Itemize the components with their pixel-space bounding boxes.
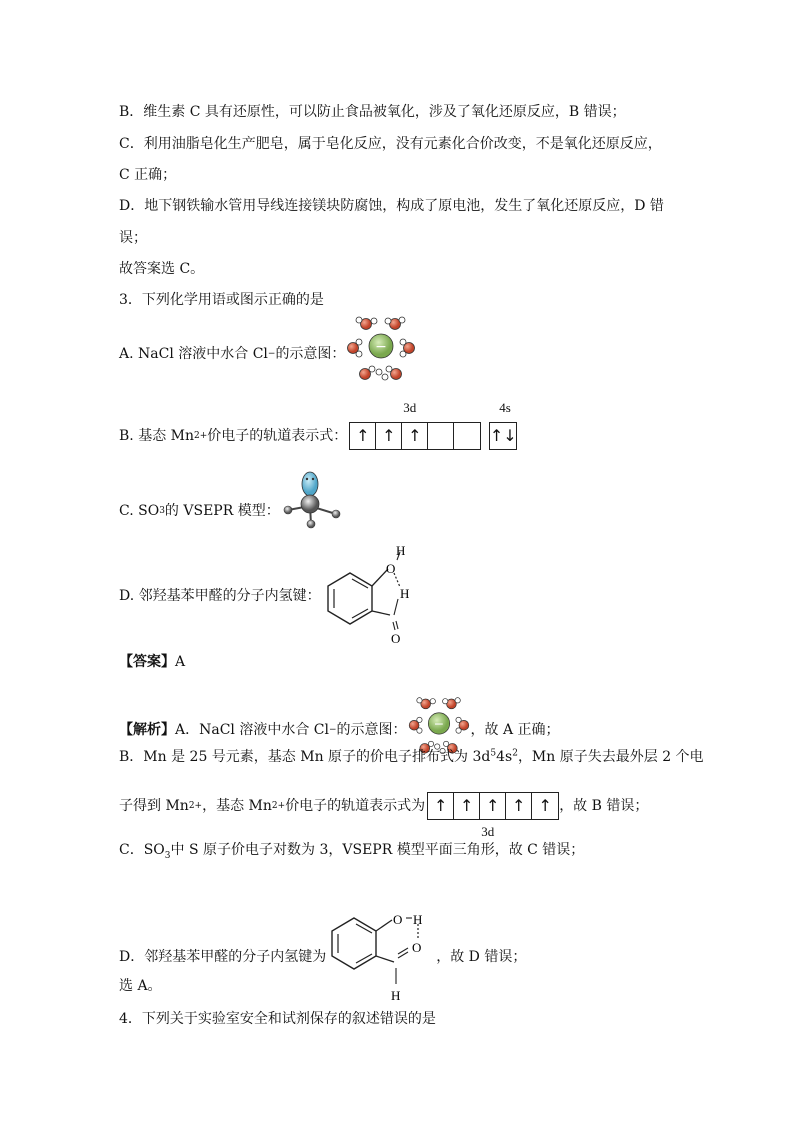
line-b-prev: B．维生素 C 具有还原性，可以防止食品被氧化，涉及了氧化还原反应，B 错误； [119,104,626,120]
option-b-text: B. 基态 Mn [119,428,194,444]
analysis-a-text: A．NaCl 溶液中水合 Cl [175,722,329,738]
orbital-box: ↑ [480,793,506,819]
sulfur-atom [301,495,319,513]
question-3-stem: 3．下列化学用语或图示正确的是 [119,292,324,308]
svg-text:H: H [413,912,423,927]
answer-line [119,652,185,672]
so3-subscript: 3 [164,850,171,861]
orbital-diagram-answer [427,792,559,839]
svg-text:H: H [400,586,410,601]
analysis-b-2-suffix: ，故 B 错误； [559,798,649,814]
svg-text:O: O [393,912,403,927]
analysis-c-suffix: 中 S 原子价电子对数为 3，VSEPR 模型平面三角形，故 C 错误； [170,842,585,858]
question-3-option-d: D. 邻羟基苯甲醛的分子内氢键： [119,588,321,604]
orbital-box: ↑ [376,423,402,449]
orbital-box: ↑ [350,423,376,449]
option-c-text-suffix: 的 VSEPR 模型： [164,503,280,519]
line-conclusion-prev: 故答案选 C。 [119,261,205,277]
orbital-diagram-question [349,400,517,450]
orbital-box: ↑ [402,423,428,449]
line-d-prev-2: 误； [119,230,147,246]
analysis-d [119,908,526,1006]
question-4-stem: 4．下列关于实验室安全和试剂保存的叙述错误的是 [119,1011,436,1027]
question-3-option-b: B. 基态 Mn 2+ 价电子的轨道表示式： 3d 4s ↑ ↑ ↑ ↑↓ [119,422,517,450]
analysis-a-suffix: ，故 A 正确； [470,722,560,738]
line-c-prev-2: C 正确； [119,167,177,183]
analysis-c-text: C．SO [119,842,165,858]
hydrated-chloride-diagram [345,314,417,386]
option-b-text-suffix: 价电子的轨道表示式： [207,428,348,444]
orbital-box: ↑↓ [489,426,517,445]
analysis-b-2-mid2: 价电子的轨道表示式为 [285,798,426,814]
analysis-c [119,840,584,860]
analysis-b-1 [119,747,704,767]
orbital-4s-boxes [489,422,517,450]
sup-2: 2 [512,748,518,759]
answer-value: A [175,654,186,670]
label-3d-answer: 3d [481,824,495,839]
svg-text:−: − [433,715,444,731]
orbital-box [428,423,454,449]
svg-text:O: O [391,631,401,646]
svg-text:O: O [386,561,396,576]
analysis-b-1-mid: 4s [496,749,513,765]
analysis-d-suffix: ，故 D 错误； [436,949,527,965]
chloride-ion-charge: − [375,339,388,355]
svg-text:H: H [391,988,401,1003]
analysis-b-2-text: 子得到 Mn [119,798,189,814]
label-3d: 3d [403,400,417,415]
option-a-text-suffix: 的示意图： [275,346,346,362]
svg-text:O: O [412,940,422,955]
question-3-option-a: A. NaCl 溶液中水合 Cl − 的示意图： − [119,322,417,386]
final-answer-line: 选 A。 [119,978,162,994]
analysis-label: 【解析】 [119,722,175,738]
line-d-prev-1: D．地下钢铁输水管用导线连接镁块防腐蚀，构成了原电池，发生了氧化还原反应，D 错 [119,198,664,214]
so3-vsepr-model [280,470,352,530]
salicylaldehyde-structure-answer [326,910,436,1006]
label-4s: 4s [499,400,511,415]
analysis-a: 【解析】 A．NaCl 溶液中水合 Cl − 的示意图： − ，故 A 正确； [119,701,560,759]
svg-text:H: H [396,543,406,558]
answer-label: 【答案】 [119,654,175,670]
option-a-text: A. NaCl 溶液中水合 Cl [119,346,268,362]
analysis-a-mid: 的示意图： [336,722,407,738]
orbital-box: ↑ [538,796,552,815]
sup-5: 5 [490,748,497,759]
lone-pair-lobe [302,472,318,496]
question-3-option-c: C. SO 3 的 VSEPR 模型： [119,492,352,530]
orbital-box: ↑ [454,793,480,819]
orbital-box: ↑ [428,793,454,819]
orbital-3d-boxes [349,422,481,450]
line-c-prev-1: C．利用油脂皂化生产肥皂，属于皂化反应，没有元素化合价改变，不是氧化还原反应， [119,136,662,152]
analysis-b-1-text: B．Mn 是 25 号元素，基态 Mn 原子的价电子排布式为 3d [119,749,491,765]
analysis-d-text: D．邻羟基苯甲醛的分子内氢键为 [119,949,327,965]
orbital-box [454,423,480,449]
orbital-box: ↑ [506,793,532,819]
analysis-b-2: 子得到 Mn 2+ ，基态 Mn 2+ 价电子的轨道表示式为 ↑ ↑ ↑ ↑ ↑ 3d ，故 B 错误； [119,792,648,820]
option-c-text: C. SO [119,503,160,519]
analysis-b-1-suffix: ，Mn 原子失去最外层 2 个电 [517,749,704,765]
salicylaldehyde-structure-question [322,543,432,647]
orbital-3d-boxes-answer [427,792,559,820]
analysis-b-2-mid: ，基态 Mn [202,798,272,814]
